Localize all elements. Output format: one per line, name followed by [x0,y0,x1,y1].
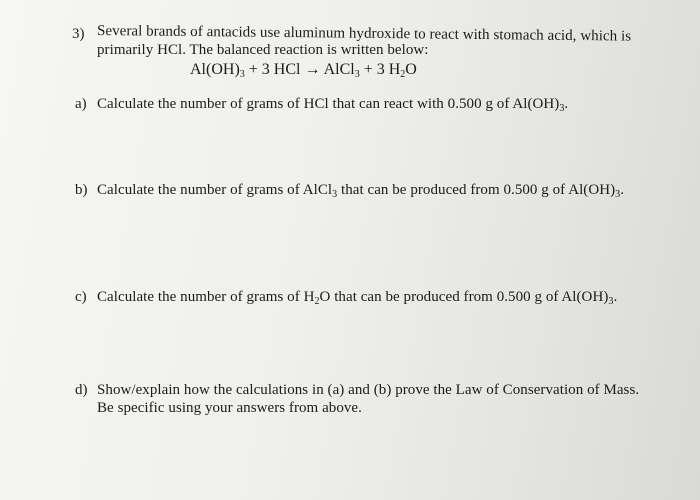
part-c-label: c) [75,289,87,305]
part-d-prompt-line-1: Show/explain how the calculations in (a) and (b) prove the Law of Conservation of Mass. [97,382,640,398]
reaction-arrow-icon: → [304,61,321,78]
part-b-prompt: Calculate the number of grams of AlCl$_3$ that can be produced from 0.500 g of $Al(OH)_3$. [97,182,625,200]
question-intro-line-1: Several brands of antacids use aluminum hydroxide to react with stomach acid, which is [96,23,632,45]
part-d-prompt-line-2: Be specific using your answers from above. [97,400,362,416]
question-number: 3) [72,26,85,42]
balanced-equation [190,61,417,79]
equation-hcl-term: + 3 HCl [244,61,305,78]
equation-product-water: + 3 $H_2O$ [359,61,417,80]
part-c-prompt: Calculate the number of grams of $H_2O$ that can be produced from 0.500 g of $Al(OH)_3$. [97,289,618,307]
equation-product-alcl3: AlCl$_3$ [320,61,360,80]
question-intro-line-2: primarily HCl. The balanced reaction is written below: [97,42,429,58]
part-a-prompt: Calculate the number of grams of HCl that can react with 0.500 g of $Al(OH)_3$. [97,96,569,114]
part-a-label: a) [75,96,87,112]
part-b-label: b) [75,182,88,198]
equation-reactant-al-oh-3: $Al(OH)_3$ [190,61,245,80]
part-d-label: d) [75,382,88,398]
